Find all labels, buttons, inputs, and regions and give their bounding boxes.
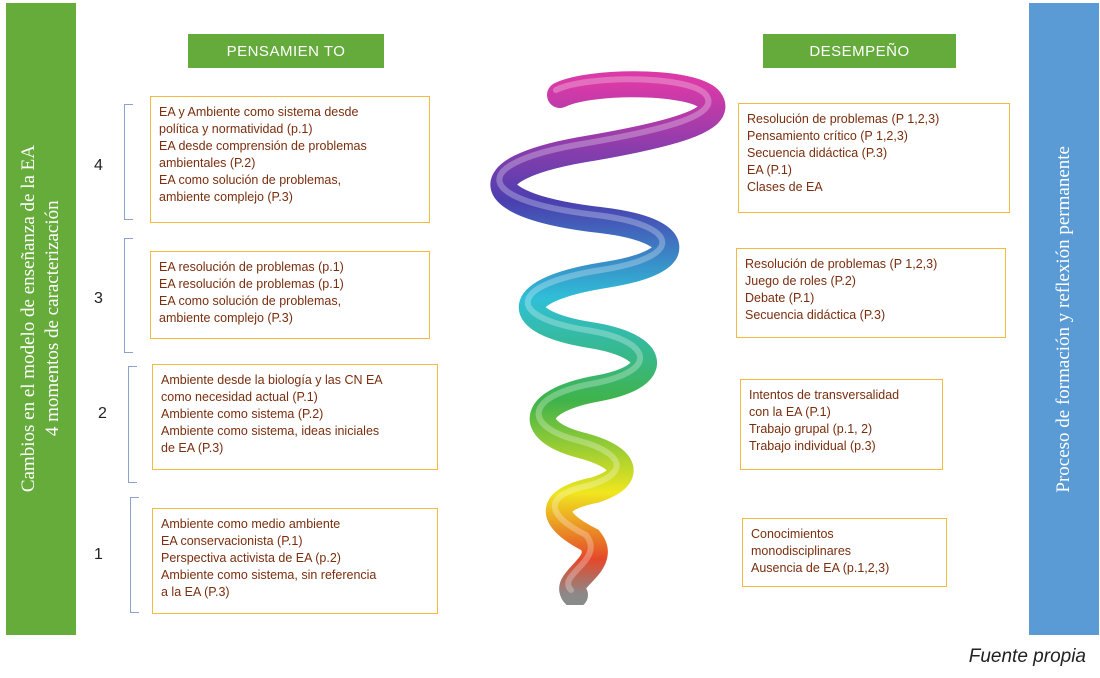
- level-4-bracket: [124, 104, 133, 220]
- box-line: EA y Ambiente como sistema desde: [159, 105, 359, 119]
- box-line: EA (P.1): [747, 163, 792, 177]
- pensamiento-box-2: [152, 364, 438, 470]
- box-line: Clases de EA: [747, 180, 823, 194]
- box-line: con la EA (P.1): [749, 405, 831, 419]
- pensamiento-box-4: [150, 96, 430, 223]
- left-title-line1: Cambios en el modelo de enseñanza de la EA: [18, 145, 39, 493]
- box-line: Trabajo grupal (p.1, 2): [749, 422, 873, 436]
- box-line: política y normatividad (p.1): [159, 122, 313, 136]
- left-title-bar: [6, 3, 76, 635]
- box-line: Ambiente como medio ambiente: [161, 517, 341, 531]
- spiral-tube: [503, 84, 712, 595]
- left-title-line2: 4 momentos de caracterización: [42, 201, 63, 437]
- box-line: Perspectiva activista de EA (p.2): [161, 551, 341, 565]
- desempeno-box-4: [738, 103, 1010, 213]
- box-line: Pensamiento crítico (P 1,2,3): [747, 129, 908, 143]
- box-line: Trabajo individual (p.3): [749, 439, 876, 453]
- level-1-bracket: [130, 497, 139, 613]
- level-4-number: 4: [94, 157, 103, 174]
- box-line: EA conservacionista (P.1): [161, 534, 303, 548]
- left-title-text: [17, 145, 65, 492]
- box-line: como necesidad actual (P.1): [161, 390, 318, 404]
- box-line: Conocimientos: [751, 527, 834, 541]
- level-3-bracket: [124, 238, 133, 353]
- header-pensamiento: PENSAMIEN TO: [188, 34, 384, 68]
- box-line: a la EA (P.3): [161, 585, 230, 599]
- box-line: Ambiente desde la biología y las CN EA: [161, 373, 383, 387]
- box-line: Secuencia didáctica (P.3): [745, 308, 886, 322]
- box-line: EA como solución de problemas,: [159, 173, 342, 187]
- box-line: Resolución de problemas (P 1,2,3): [747, 112, 940, 126]
- box-line: ambiente complejo (P.3): [159, 311, 293, 325]
- box-line: EA desde comprensión de problemas: [159, 139, 367, 153]
- box-line: Debate (P.1): [745, 291, 815, 305]
- box-line: monodisciplinares: [751, 544, 852, 558]
- desempeno-box-1: [742, 518, 947, 587]
- box-line: Ambiente como sistema, sin referencia: [161, 568, 377, 582]
- source-caption: Fuente propia: [968, 646, 1086, 667]
- box-line: EA resolución de problemas (p.1): [159, 277, 344, 291]
- level-2-bracket: [128, 366, 137, 483]
- right-title-line: Proceso de formación y reflexión permanente: [1053, 145, 1074, 493]
- box-line: Ambiente como sistema (P.2): [161, 407, 324, 421]
- level-1-number: 1: [94, 546, 103, 563]
- desempeno-box-3: [736, 248, 1006, 338]
- box-line: EA como solución de problemas,: [159, 294, 342, 308]
- desempeno-box-2: [740, 379, 943, 470]
- right-title-bar: [1029, 3, 1099, 635]
- pensamiento-box-1: [152, 508, 438, 614]
- box-line: Ausencia de EA (p.1,2,3): [751, 561, 890, 575]
- box-line: ambiente complejo (P.3): [159, 190, 293, 204]
- right-title-text: [1052, 146, 1076, 493]
- box-line: Ambiente como sistema, ideas iniciales: [161, 424, 380, 438]
- level-2-number: 2: [98, 405, 107, 422]
- box-line: Juego de roles (P.2): [745, 274, 856, 288]
- box-line: Intentos de transversalidad: [749, 388, 900, 402]
- pensamiento-box-3: [150, 251, 430, 339]
- header-desempeno: DESEMPEÑO: [763, 34, 956, 68]
- box-line: de EA (P.3): [161, 441, 224, 455]
- box-line: EA resolución de problemas (p.1): [159, 260, 344, 274]
- level-3-number: 3: [94, 290, 103, 307]
- box-line: Resolución de problemas (P 1,2,3): [745, 257, 938, 271]
- spiral-illustration: [440, 70, 730, 605]
- box-line: ambientales (P.2): [159, 156, 256, 170]
- box-line: Secuencia didáctica (P.3): [747, 146, 888, 160]
